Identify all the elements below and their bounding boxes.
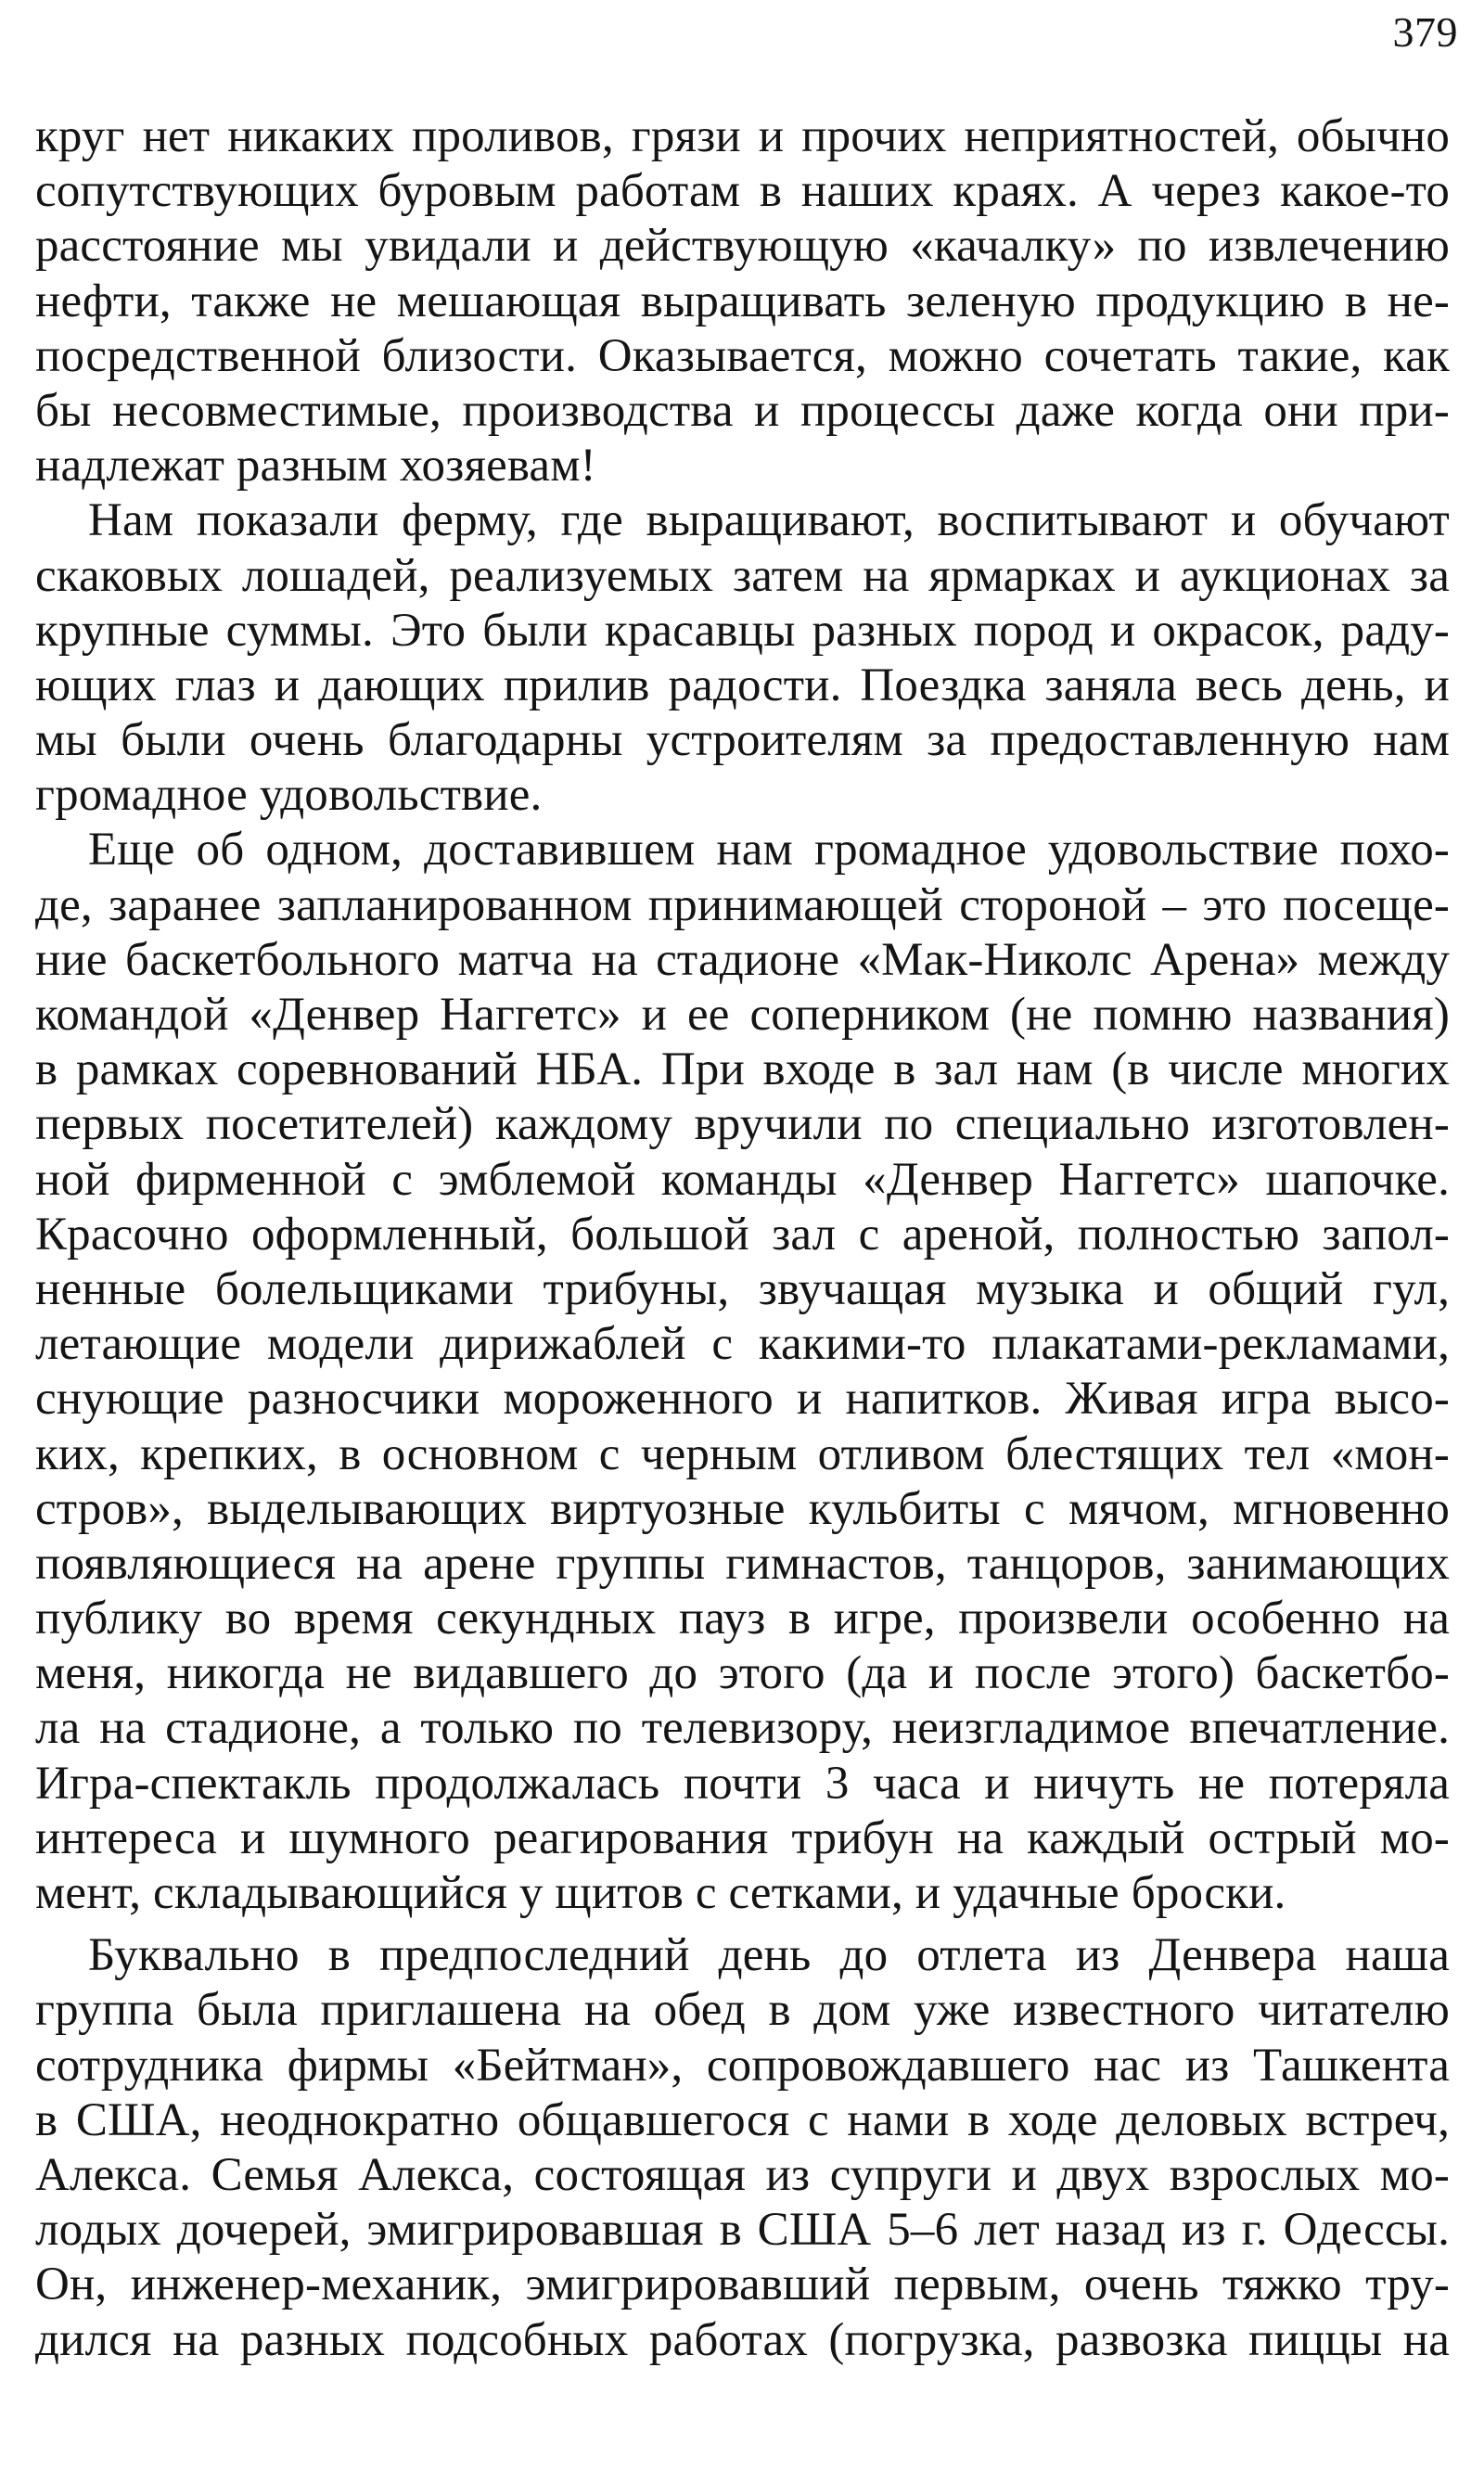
paragraph-line: бы несовместимые, производства и процессы даже когда они при- bbox=[35, 384, 1450, 437]
paragraph-line: крупные суммы. Это были красавцы разных пород и окрасок, раду- bbox=[35, 604, 1450, 657]
text-body bbox=[35, 109, 1450, 2368]
paragraph-line: расстояние мы увидали и действующую «качалку» по извлечению bbox=[35, 220, 1450, 273]
paragraph-line: де, заранее запланированном принимающей стороной – это посеще- bbox=[35, 878, 1450, 931]
paragraph-line: посредственной близости. Оказывается, можно сочетать такие, как bbox=[35, 329, 1450, 382]
paragraph-line: меня, никогда не видавшего до этого (да и после этого) баскетбо- bbox=[35, 1647, 1450, 1700]
paragraph-3 bbox=[35, 823, 1450, 1921]
paragraph-line: ной фирменной с эмблемой команды «Денвер Наггетс» шапочке. bbox=[35, 1153, 1450, 1206]
paragraph-line: ненные болельщиками трибуны, звучащая музыка и общий гул, bbox=[35, 1262, 1450, 1315]
paragraph-2 bbox=[35, 493, 1450, 823]
paragraph-line: ла на стадионе, а только по телевизору, неизгладимое впечатление. bbox=[35, 1702, 1450, 1755]
paragraph-line: командой «Денвер Наггетс» и ее соперником (не помню названия) bbox=[35, 989, 1450, 1041]
paragraph-line: ние баскетбольного матча на стадионе «Мак-Николс Арена» между bbox=[35, 933, 1450, 986]
paragraph-line: громадное удовольствие. bbox=[35, 769, 543, 822]
paragraph-line: ющих глаз и дающих прилив радости. Поездка заняла весь день, и bbox=[35, 659, 1450, 711]
paragraph-line: летающие модели дирижаблей с какими-то плакатами-рекламами, bbox=[35, 1318, 1450, 1371]
paragraph-4 bbox=[35, 1928, 1450, 2368]
paragraph-line: Алекса. Семья Алекса, состоящая из супруги и двух взрослых мо- bbox=[35, 2148, 1450, 2201]
paragraph-gap bbox=[35, 1921, 1450, 1928]
paragraph-line: сотрудника фирмы «Бейтман», сопровождавшего нас из Ташкента bbox=[35, 2039, 1450, 2092]
paragraph-line: в рамках соревнований НБА. При входе в зал нам (в числе многих bbox=[35, 1043, 1450, 1096]
paragraph-line: стров», выделывающих виртуозные кульбиты с мячом, мгновенно bbox=[35, 1482, 1450, 1535]
paragraph-line: ких, крепких, в основном с черным отливом блестящих тел «мон- bbox=[35, 1427, 1450, 1480]
paragraph-line: Игра-спектакль продолжалась почти 3 часа и ничуть не потеряла bbox=[35, 1757, 1450, 1810]
paragraph-line: мы были очень благодарны устроителям за предоставленную нам bbox=[35, 714, 1450, 767]
paragraph-line: Еще об одном, доставившем нам громадное удовольствие похо- bbox=[88, 824, 1450, 877]
paragraph-1 bbox=[35, 109, 1450, 493]
paragraph-line: снующие разносчики мороженного и напитков. Живая игра высо- bbox=[35, 1373, 1450, 1426]
paragraph-line: мент, складывающийся у щитов с сетками, и удачные броски. bbox=[35, 1867, 1286, 1919]
paragraph-line: лодых дочерей, эмигрировавшая в США 5–6 лет назад из г. Одессы. bbox=[35, 2204, 1450, 2257]
paragraph-line: в США, неоднократно общавшегося с нами в ходе деловых встреч, bbox=[35, 2093, 1450, 2146]
paragraph-line: Он, инженер-механик, эмигрировавший первым, очень тяжко тру- bbox=[35, 2259, 1450, 2311]
paragraph-line: появляющиеся на арене группы гимнастов, танцоров, занимающих bbox=[35, 1537, 1450, 1590]
paragraph-line: группа была приглашена на обед в дом уже известного читателю bbox=[35, 1984, 1450, 2037]
page-number: 379 bbox=[1392, 8, 1458, 56]
paragraph-line: сопутствующих буровым работам в наших краях. А через какое-то bbox=[35, 165, 1450, 218]
paragraph-line: надлежат разным хозяевам! bbox=[35, 440, 596, 493]
paragraph-line: Буквально в предпоследний день до отлета из Денвера наша bbox=[88, 1929, 1450, 1982]
paragraph-line: нефти, также не мешающая выращивать зеленую продукцию в не- bbox=[35, 275, 1450, 327]
paragraph-line: Красочно оформленный, большой зал с ареной, полностью запол- bbox=[35, 1208, 1450, 1261]
paragraph-line: скаковых лошадей, реализуемых затем на ярмарках и аукционах за bbox=[35, 549, 1450, 602]
paragraph-line: дился на разных подсобных работах (погрузка, развозка пиццы на bbox=[35, 2313, 1450, 2366]
paragraph-line: круг нет никаких проливов, грязи и прочих неприятностей, обычно bbox=[35, 110, 1450, 162]
paragraph-line: публику во время секундных пауз в игре, произвели особенно на bbox=[35, 1593, 1450, 1645]
paragraph-line: интереса и шумного реагирования трибун на каждый острый мо- bbox=[35, 1811, 1450, 1864]
paragraph-line: Нам показали ферму, где выращивают, воспитывают и обучают bbox=[88, 494, 1450, 547]
paragraph-line: первых посетителей) каждому вручили по специально изготовлен- bbox=[35, 1098, 1450, 1151]
